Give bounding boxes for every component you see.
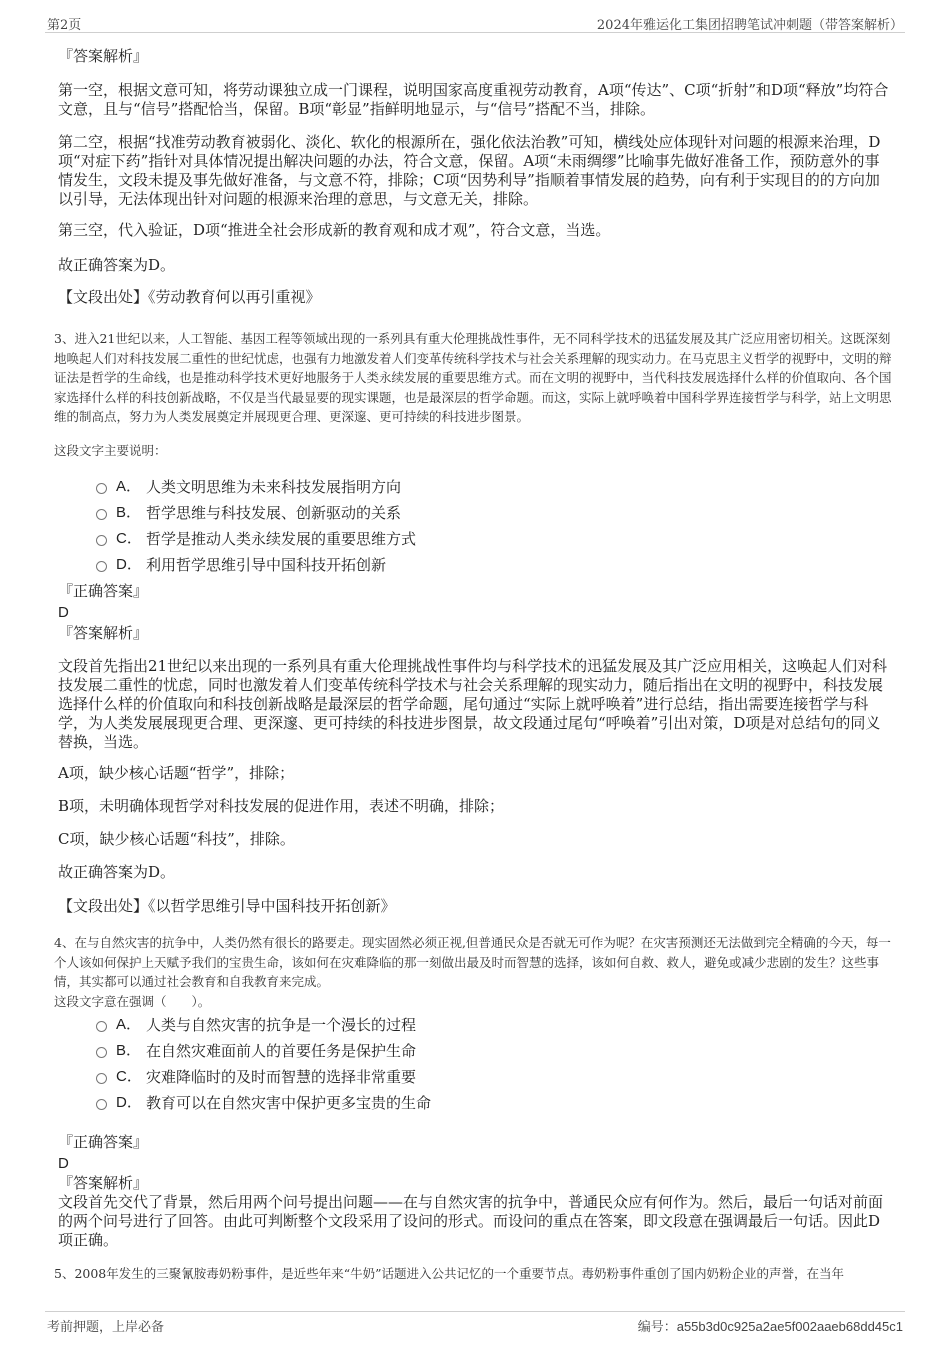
document-id-code: a55b3d0c925a2ae5f002aaeb68dd45c1 [676,1319,903,1334]
q4-correct-answer: D [58,1155,69,1172]
document-id [638,1316,903,1335]
q2-analysis-p1: 第一空，根据文意可知，将劳动课独立成一门课程，说明国家高度重视劳动教育，A项“传达”、C项“折射”和D项“释放”均符合文意，且与“信号”搭配恰当，保留。B项“彰显”指鲜明地显示，与“信号”搭配不当，排除。 [58,81,889,118]
document-title: 2024年雅运化工集团招聘笔试冲刺题（带答案解析） [596,18,903,33]
q4-option-c[interactable]: C． 灾难降临时的及时而智慧的选择非常重要 [96,1067,416,1087]
q3-correct-answer: D [58,604,69,621]
radio-icon[interactable] [96,483,107,494]
q4-option-d[interactable]: D． 教育可以在自然灾害中保护更多宝贵的生命 [96,1093,431,1113]
q2-source: 【文段出处】《劳动教育何以再引重视》 [58,288,321,306]
q3-question: 这段文字主要说明： [54,443,167,458]
q4-correct-label: 『正确答案』 [58,1133,149,1151]
q3-analysis-p1: 文段首先指出21世纪以来出现的一系列具有重大伦理挑战性事件均与科学技术的迅猛发展及其广泛应用相关，这唤起人们对科技发展二重性的忧虑，同时也激发着人们变革传统科学技术与社会关系理解的现实动力，随后指出在文明的视野中，科技发展选择什么样的价值取向和科技创新战略是最深层的哲学命题，尾句通过“实际上就呼唤着”进行总结，指出需要连接哲学与科学，为人类发展展现更合理、更深邃、更可持续的科技进步图景，故文段通过尾句“呼唤着”引出对策，D项是对总结句的同义替换，当选。 [58,657,888,751]
q2-analysis-p3: 第三空，代入验证，D项“推进全社会形成新的教育观和成才观”，符合文意，当选。 [58,221,611,239]
q3-option-a[interactable]: A． 人类文明思维为未来科技发展指明方向 [96,477,401,497]
radio-icon[interactable] [96,1021,107,1032]
page-number: 第2页 [47,18,82,33]
q4-option-b[interactable]: B． 在自然灾难面前人的首要任务是保护生命 [96,1041,416,1061]
radio-icon[interactable] [96,1047,107,1058]
q4-option-a[interactable]: A． 人类与自然灾害的抗争是一个漫长的过程 [96,1015,416,1035]
q4-stem: 4、在与自然灾害的抗争中，人类仍然有很长的路要走。现实固然必须正视,但普通民众是否就无可作为呢？在灾害预测还无法做到完全精确的今天，每一个人该如何保护上天赋予我们的宝贵生命，该如何在灾难降临的那一刻做出最及时而智慧的选择，该如何自救、救人，避免或减少悲剧的发生？这些事情，其实都可以通过社会教育和自我教育来完成。 [54,935,891,989]
radio-icon[interactable] [96,561,107,572]
q5-stem: 5、2008年发生的三聚氰胺毒奶粉事件，是近些年来“牛奶”话题进入公共记忆的一个重要节点。毒奶粉事件重创了国内奶粉企业的声誉，在当年 [54,1266,845,1281]
q3-option-b[interactable]: B． 哲学思维与科技发展、创新驱动的关系 [96,503,401,523]
q3-source: 【文段出处】《以哲学思维引导中国科技开拓创新》 [58,897,396,915]
page-header [45,12,905,33]
radio-icon[interactable] [96,1073,107,1084]
q3-answer-statement: 故正确答案为D。 [58,863,176,881]
q2-answer-statement: 故正确答案为D。 [58,256,176,274]
q3-analysis-label: 『答案解析』 [58,624,149,642]
q3-option-d[interactable]: D． 利用哲学思维引导中国科技开拓创新 [96,555,386,575]
q2-analysis-p2: 第二空，根据“找准劳动教育被弱化、淡化、软化的根源所在，强化依法治教”可知，横线处应体现针对问题的根源来治理，D项“对症下药”指针对具体情况提出解决问题的办法，符合文意，保留。A项“未雨绸缪”比喻事先做好准备工作，预防意外的事情发生，文段未提及事先做好准备，与文意不符，排除；C项“因势利导”指顺着事情发展的趋势，向有利于实现目的的方向加以引导，无法体现出针对问题的根源来治理的意思，与文意无关，排除。 [58,133,881,208]
q3-correct-label: 『正确答案』 [58,582,149,600]
radio-icon[interactable] [96,535,107,546]
page-footer [45,1311,905,1336]
document-id-label: 编号： [637,1320,677,1335]
q3-analysis-b: B项，未明确体现哲学对科技发展的促进作用，表述不明确，排除； [58,797,505,815]
q3-analysis-c: C项，缺少核心话题“科技”，排除。 [58,830,295,848]
radio-icon[interactable] [96,1099,107,1110]
q3-analysis-a: A项，缺少核心话题“哲学”，排除； [58,764,295,782]
q3-option-c[interactable]: C． 哲学是推动人类永续发展的重要思维方式 [96,529,416,549]
footer-slogan: 考前押题，上岸必备 [47,1320,165,1335]
q2-analysis-label: 『答案解析』 [58,47,149,65]
q4-question: 这段文字意在强调（ ）。 [54,994,211,1009]
q4-analysis-p1: 文段首先交代了背景，然后用两个问号提出问题——在与自然灾害的抗争中，普通民众应有何作为。然后，最后一句话对前面的两个问号进行了回答。由此可判断整个文段采用了设问的形式。而设问的重点在答案，即文段意在强调最后一句话。因此D项正确。 [58,1193,884,1249]
radio-icon[interactable] [96,509,107,520]
q4-analysis-label: 『答案解析』 [58,1174,149,1192]
q3-stem: 3、进入21世纪以来，人工智能、基因工程等领域出现的一系列具有重大伦理挑战性事件，无不同科学技术的迅猛发展及其广泛应用密切相关。这既深刻地唤起人们对科技发展二重性的世纪忧虑，也强有力地激发着人们变革传统科学技术与社会关系理解的现实动力。在马克思主义哲学的视野中，文明的辩证法是哲学的生命线，也是推动科学技术更好地服务于人类永续发展的重要思维方式。而在文明的视野中，当代科技发展选择什么样的价值取向、各个国家选择什么样的科技创新战略，不仅是当代最显要的现实课题，也是最深层的哲学命题。而这，实际上就呼唤着中国科学界连接哲学与科学，站上文明思维的制高点，努力为人类发展奠定并展现更合理、更深邃、更可持续的科技进步图景。 [54,331,892,424]
